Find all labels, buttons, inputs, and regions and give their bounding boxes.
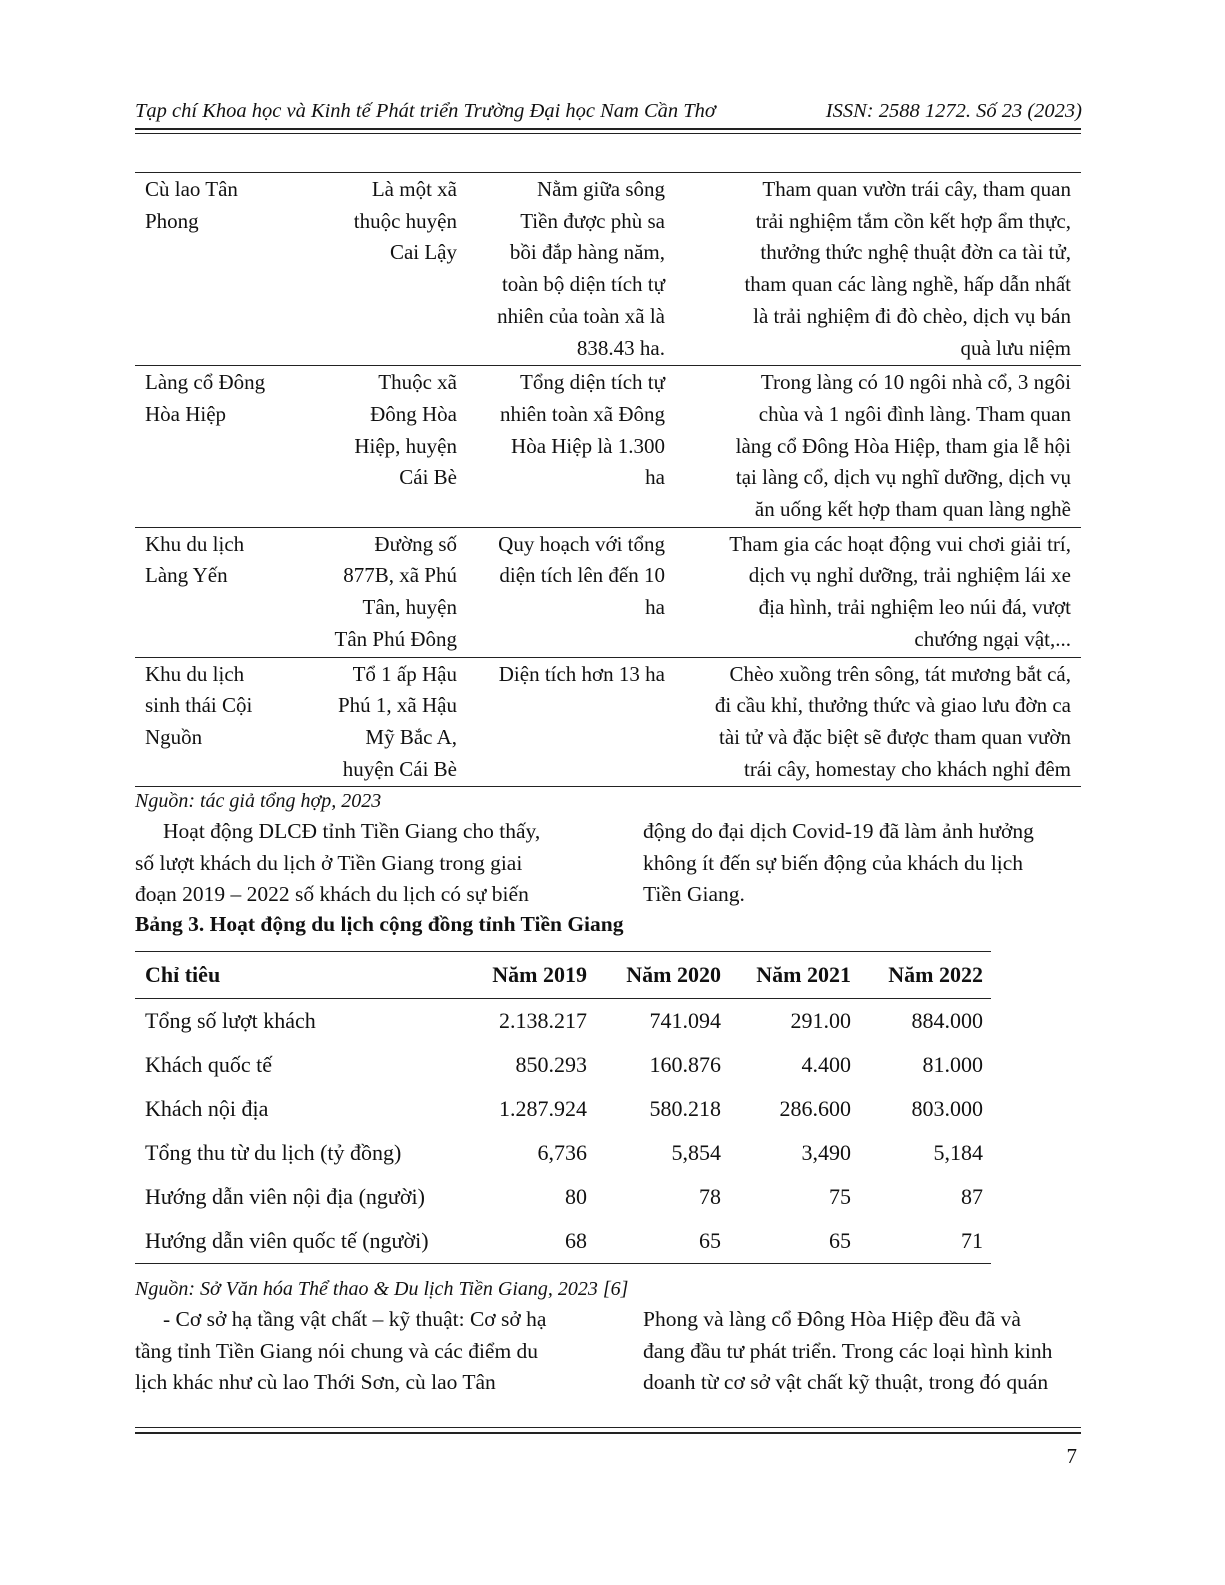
table3-value-cell: 580.218 (649, 1096, 721, 1121)
table3-indicator-cell: Khách nội địa (145, 1096, 269, 1121)
cell-line: nhiên của toàn xã là (497, 303, 665, 328)
cell-line: ha (645, 465, 665, 490)
cell-line: Tham quan vườn trái cây, tham quan (762, 177, 1071, 201)
para1-right-line: động do đại dịch Covid-19 đã làm ảnh hưởng (643, 819, 1034, 843)
table3-value-cell: 1.287.924 (499, 1096, 587, 1121)
table3-value-cell: 850.293 (515, 1052, 587, 1077)
cell-line: đi cầu khỉ, thưởng thức và giao lưu đờn ca (714, 693, 1071, 718)
cell-line: là trải nghiệm đi đò chèo, dịch vụ bán (753, 303, 1071, 328)
para2-right-line: doanh từ cơ sở vật chất kỹ thuật, trong đó quán (643, 1370, 1049, 1394)
cell-line: thuộc huyện (353, 208, 457, 233)
table3-row (135, 1219, 991, 1264)
cell-line: diện tích lên đến 10 (499, 563, 665, 588)
para2-left-line: tầng tỉnh Tiền Giang nói chung và các điểm du (135, 1338, 539, 1363)
cell-line: tham quan các làng nghề, hấp dẫn nhất (744, 272, 1071, 297)
cell-line: 838.43 ha. (576, 335, 665, 360)
destination-location-cell (307, 657, 467, 787)
destinations-table (135, 172, 1081, 787)
table3-indicator-cell: Khách quốc tế (145, 1052, 273, 1077)
cell-line: chướng ngại vật,... (914, 626, 1071, 651)
destination-row (135, 657, 1081, 787)
destination-activities-cell (675, 366, 1081, 528)
cell-line: Hòa Hiệp là 1.300 (511, 433, 665, 458)
table3-row (135, 1043, 991, 1087)
table3-row (135, 1131, 991, 1175)
cell-line: Cái Bè (399, 465, 457, 490)
cell-line: ha (645, 595, 665, 620)
table3-value-cell: 5,184 (933, 1140, 983, 1165)
para1-left-line: đoạn 2019 – 2022 số khách du lịch có sự biến (135, 882, 529, 906)
table3-value-cell: 291.00 (790, 1008, 851, 1033)
cell-line: Đường số (374, 531, 457, 556)
destination-name-cell (135, 527, 307, 657)
para2-left-line: lịch khác như cù lao Thới Sơn, cù lao Tân (135, 1370, 496, 1394)
header-rule-bottom (135, 133, 1081, 134)
cell-line: Phong (145, 208, 199, 233)
cell-line: bồi đắp hàng năm, (509, 240, 665, 265)
table3-value-cell: 71 (961, 1228, 983, 1253)
table3-row (135, 999, 991, 1044)
destination-name-cell (135, 366, 307, 528)
destination-location-cell (307, 366, 467, 528)
destination-activities-cell (675, 173, 1081, 366)
para2-left (135, 1304, 569, 1399)
table3-indicator-cell: Hướng dẫn viên quốc tế (người) (145, 1228, 429, 1253)
cell-line: Nguồn (145, 724, 203, 749)
cell-line: trải nghiệm tắm cồn kết hợp ẩm thực, (755, 208, 1071, 233)
cell-line: quà lưu niệm (960, 335, 1071, 360)
table-top-source: Nguồn: tác giả tổng hợp, 2023 (135, 790, 382, 812)
table3-value-cell: 6,736 (537, 1140, 587, 1165)
cell-line: Tân, huyện (362, 595, 457, 620)
destination-area-cell (467, 657, 675, 787)
cell-line: Làng cổ Đông (145, 370, 266, 395)
table3-indicator-cell: Hướng dẫn viên nội địa (người) (145, 1184, 425, 1209)
cell-line: Trong làng có 10 ngôi nhà cổ, 3 ngôi (760, 370, 1071, 395)
table3-source: Nguồn: Sở Văn hóa Thể thao & Du lịch Tiền Giang, 2023 [6] (135, 1278, 629, 1300)
cell-line: Khu du lịch (145, 531, 245, 556)
table3-value-cell: 3,490 (801, 1140, 851, 1165)
table3-value-cell: 81.000 (922, 1052, 983, 1077)
table3-value-cell: 5,854 (671, 1140, 721, 1165)
cell-line: Đông Hòa (370, 401, 457, 426)
table3-header-cell: Năm 2019 (492, 962, 587, 987)
table3-value-cell: 87 (961, 1184, 983, 1209)
table3-value-cell: 2.138.217 (499, 1008, 587, 1033)
footer-rule-top (135, 1427, 1081, 1428)
para1-right-line: không ít đến sự biến động của khách du lịch (643, 850, 1024, 875)
cell-line: Nằm giữa sông (536, 177, 665, 201)
table3-value-cell: 65 (699, 1228, 721, 1253)
cell-line: Tham gia các hoạt động vui chơi giải trí, (729, 531, 1071, 556)
cell-line: làng cổ Đông Hòa Hiệp, tham gia lễ hội (735, 433, 1071, 458)
cell-line: Phú 1, xã Hậu (338, 693, 457, 718)
table3-value-cell: 68 (565, 1228, 587, 1253)
cell-line: 877B, xã Phú (343, 563, 457, 588)
cell-line: chùa và 1 ngôi đình làng. Tham quan (758, 401, 1071, 426)
table3-header-cell: Chỉ tiêu (145, 962, 221, 987)
cell-line: Mỹ Bắc A, (365, 724, 457, 749)
cell-line: địa hình, trải nghiệm leo núi đá, vượt (758, 595, 1071, 620)
destination-location-cell (307, 527, 467, 657)
cell-line: sinh thái Cội (145, 693, 253, 718)
destination-row (135, 527, 1081, 657)
cell-line: Làng Yến (145, 563, 228, 588)
para2-right-line: Phong và làng cổ Đông Hòa Hiệp đều đã và (643, 1307, 1021, 1331)
destination-row (135, 366, 1081, 528)
table3-value-cell: 4.400 (801, 1052, 851, 1077)
cell-line: tài tử và đặc biệt sẽ được tham quan vườn (718, 724, 1071, 749)
cell-line: thưởng thức nghệ thuật đờn ca tài tử, (760, 240, 1071, 265)
cell-line: Cù lao Tân (145, 177, 238, 201)
table3-caption: Bảng 3. Hoạt động du lịch cộng đồng tỉnh Tiền Giang (135, 912, 624, 936)
cell-line: Tiền được phù sa (520, 208, 665, 233)
table3 (135, 951, 991, 1264)
para2-right-line: đang đầu tư phát triển. Trong các loại hình kinh (643, 1338, 1053, 1363)
table3-row (135, 1087, 991, 1131)
para1-left (135, 816, 569, 911)
table3-value-cell: 803.000 (911, 1096, 983, 1121)
cell-line: Là một xã (371, 177, 457, 201)
cell-line: trái cây, homestay cho khách nghỉ đêm (744, 756, 1071, 781)
cell-line: Diện tích hơn 13 ha (498, 661, 665, 686)
table3-value-cell: 741.094 (649, 1008, 721, 1033)
table3-value-cell: 884.000 (911, 1008, 983, 1033)
cell-line: nhiên toàn xã Đông (499, 401, 665, 426)
page-number: 7 (1066, 1444, 1077, 1468)
cell-line: Tổ 1 ấp Hậu (352, 661, 457, 686)
cell-line: Khu du lịch (145, 661, 245, 686)
table3-indicator-cell: Tổng thu từ du lịch (tỷ đồng) (145, 1140, 402, 1165)
table3-value-cell: 75 (829, 1184, 851, 1209)
table3-value-cell: 78 (699, 1184, 721, 1209)
table3-value-cell: 160.876 (649, 1052, 721, 1077)
para1-right (643, 816, 1077, 911)
para1-right-line: Tiền Giang. (643, 882, 745, 906)
cell-line: Chèo xuồng trên sông, tát mương bắt cá, (729, 661, 1071, 686)
destination-row (135, 173, 1081, 366)
para2-right (643, 1304, 1077, 1399)
cell-line: Cai Lậy (389, 240, 457, 265)
cell-line: ăn uống kết hợp tham quan làng nghề (754, 497, 1071, 522)
cell-line: Tân Phú Đông (334, 626, 457, 651)
para1-left-line: Hoạt động DLCĐ tỉnh Tiền Giang cho thấy, (163, 819, 541, 843)
destination-activities-cell (675, 657, 1081, 787)
destination-name-cell (135, 173, 307, 366)
cell-line: Hiệp, huyện (354, 433, 457, 458)
cell-line: dịch vụ nghỉ dưỡng, trải nghiệm lái xe (748, 563, 1071, 588)
cell-line: Thuộc xã (378, 370, 457, 395)
para1-left-line: số lượt khách du lịch ở Tiền Giang trong giai (135, 850, 523, 875)
destination-area-cell (467, 527, 675, 657)
table3-header-row (135, 952, 991, 999)
destination-location-cell (307, 173, 467, 366)
table3-value-cell: 65 (829, 1228, 851, 1253)
issn-info: ISSN: 2588 1272. Số 23 (2023) (825, 100, 1082, 122)
table3-header-cell: Năm 2020 (626, 962, 721, 987)
journal-title: Tạp chí Khoa học và Kinh tế Phát triển Trường Đại học Nam Cần Thơ (135, 100, 716, 122)
footer-rule-bottom (135, 1432, 1081, 1434)
cell-line: tại làng cổ, dịch vụ nghĩ dưỡng, dịch vụ (735, 465, 1071, 490)
table3-header-cell: Năm 2021 (756, 962, 851, 987)
table3-header-cell: Năm 2022 (888, 962, 983, 987)
header-rule-top (135, 128, 1081, 130)
destination-activities-cell (675, 527, 1081, 657)
table3-value-cell: 286.600 (779, 1096, 851, 1121)
para2-left-line: - Cơ sở hạ tầng vật chất – kỹ thuật: Cơ sở hạ (163, 1307, 547, 1331)
cell-line: Quy hoạch với tổng (498, 531, 665, 556)
destination-area-cell (467, 173, 675, 366)
destination-area-cell (467, 366, 675, 528)
cell-line: Hòa Hiệp (145, 401, 227, 426)
table3-indicator-cell: Tổng số lượt khách (145, 1008, 316, 1033)
cell-line: toàn bộ diện tích tự (501, 272, 665, 297)
cell-line: huyện Cái Bè (342, 756, 457, 781)
cell-line: Tổng diện tích tự (520, 370, 665, 395)
table3-row (135, 1175, 991, 1219)
table3-value-cell: 80 (565, 1184, 587, 1209)
destination-name-cell (135, 657, 307, 787)
